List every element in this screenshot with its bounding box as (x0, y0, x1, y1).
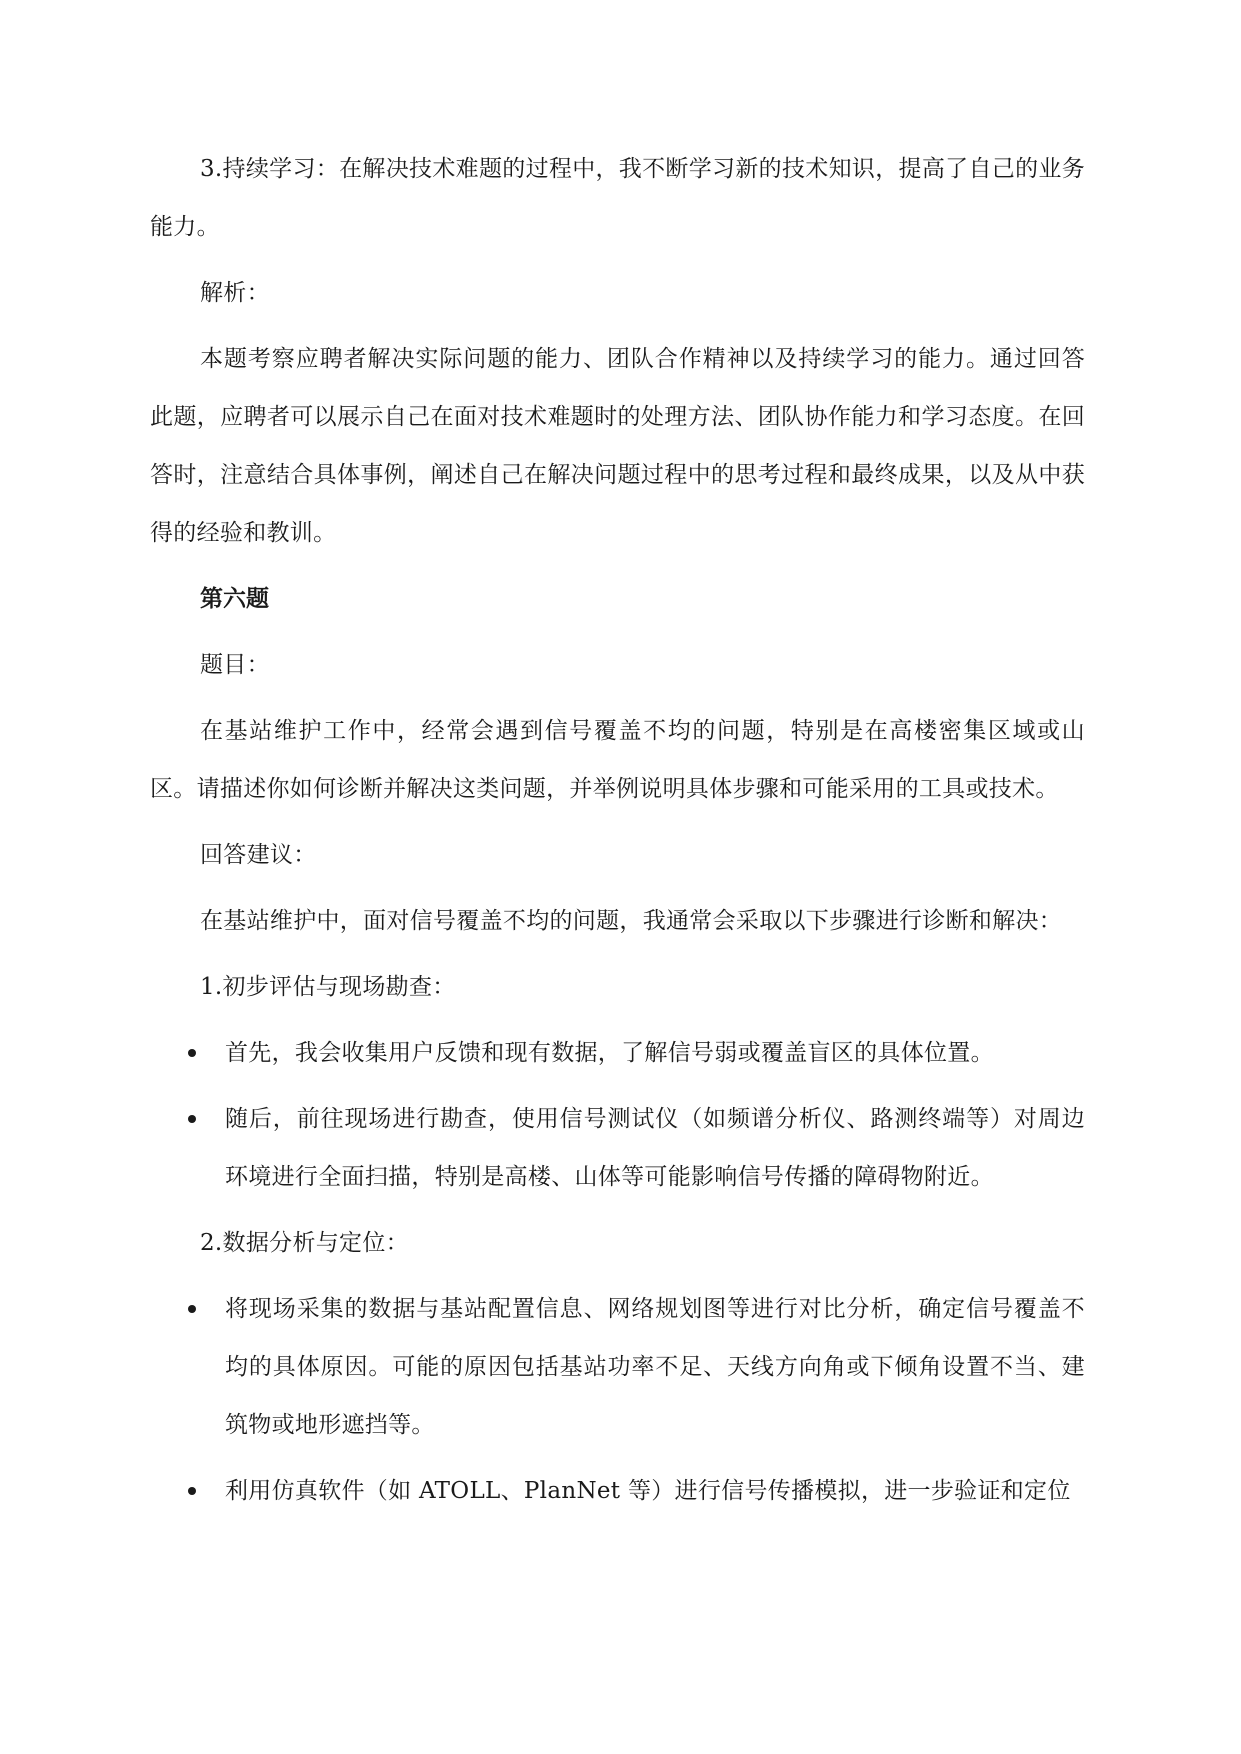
list-item-text: 随后，前往现场进行勘查，使用信号测试仪（如频谱分析仪、路测终端等）对周边环境进行全面扫描，特别是高楼、山体等可能影响信号传播的障碍物附近。 (225, 1106, 1085, 1190)
paragraph-analysis-body: 本题考察应聘者解决实际问题的能力、团队合作精神以及持续学习的能力。通过回答此题，应聘者可以展示自己在面对技术难题时的处理方法、团队协作能力和学习态度。在回答时，注意结合具体事例，阐述自己在解决问题过程中的思考过程和最终成果，以及从中获得的经验和教训。 (150, 346, 1085, 546)
list-item (150, 1280, 1085, 1454)
paragraph-step-one-title: 1.初步评估与现场勘查： (200, 974, 456, 1000)
section-heading-question-six: 第六题 (200, 585, 269, 612)
list-item-text: 利用仿真软件（如 ATOLL、PlanNet 等）进行信号传播模拟，进一步验证和定位 (225, 1478, 1071, 1504)
paragraph-answer-intro: 在基站维护中，面对信号覆盖不均的问题，我通常会采取以下步骤进行诊断和解决： (200, 908, 1063, 934)
list-item-text: 首先，我会收集用户反馈和现有数据，了解信号弱或覆盖盲区的具体位置。 (225, 1040, 994, 1066)
list-item (150, 1024, 1085, 1082)
paragraph-answer-label: 回答建议： (200, 842, 317, 868)
list-item (150, 1462, 1085, 1520)
paragraph-analysis-label: 解析： (200, 280, 270, 306)
bullet-list-step-one (150, 1024, 1085, 1206)
paragraph-question-label: 题目： (200, 652, 270, 678)
document-body (150, 140, 1085, 1528)
paragraph-continuous-learning: 3.持续学习：在解决技术难题的过程中，我不断学习新的技术知识，提高了自己的业务能力。 (150, 156, 1085, 240)
list-item-text: 将现场采集的数据与基站配置信息、网络规划图等进行对比分析，确定信号覆盖不均的具体原因。可能的原因包括基站功率不足、天线方向角或下倾角设置不当、建筑物或地形遮挡等。 (225, 1296, 1085, 1438)
bullet-icon (188, 1305, 196, 1313)
bullet-list-step-two (150, 1280, 1085, 1520)
list-item (150, 1090, 1085, 1206)
bullet-icon (188, 1049, 196, 1057)
paragraph-question-body: 在基站维护工作中，经常会遇到信号覆盖不均的问题，特别是在高楼密集区域或山区。请描述你如何诊断并解决这类问题，并举例说明具体步骤和可能采用的工具或技术。 (150, 718, 1085, 802)
paragraph-step-two-title: 2.数据分析与定位： (200, 1230, 409, 1256)
bullet-icon (188, 1487, 196, 1495)
bullet-icon (188, 1115, 196, 1123)
